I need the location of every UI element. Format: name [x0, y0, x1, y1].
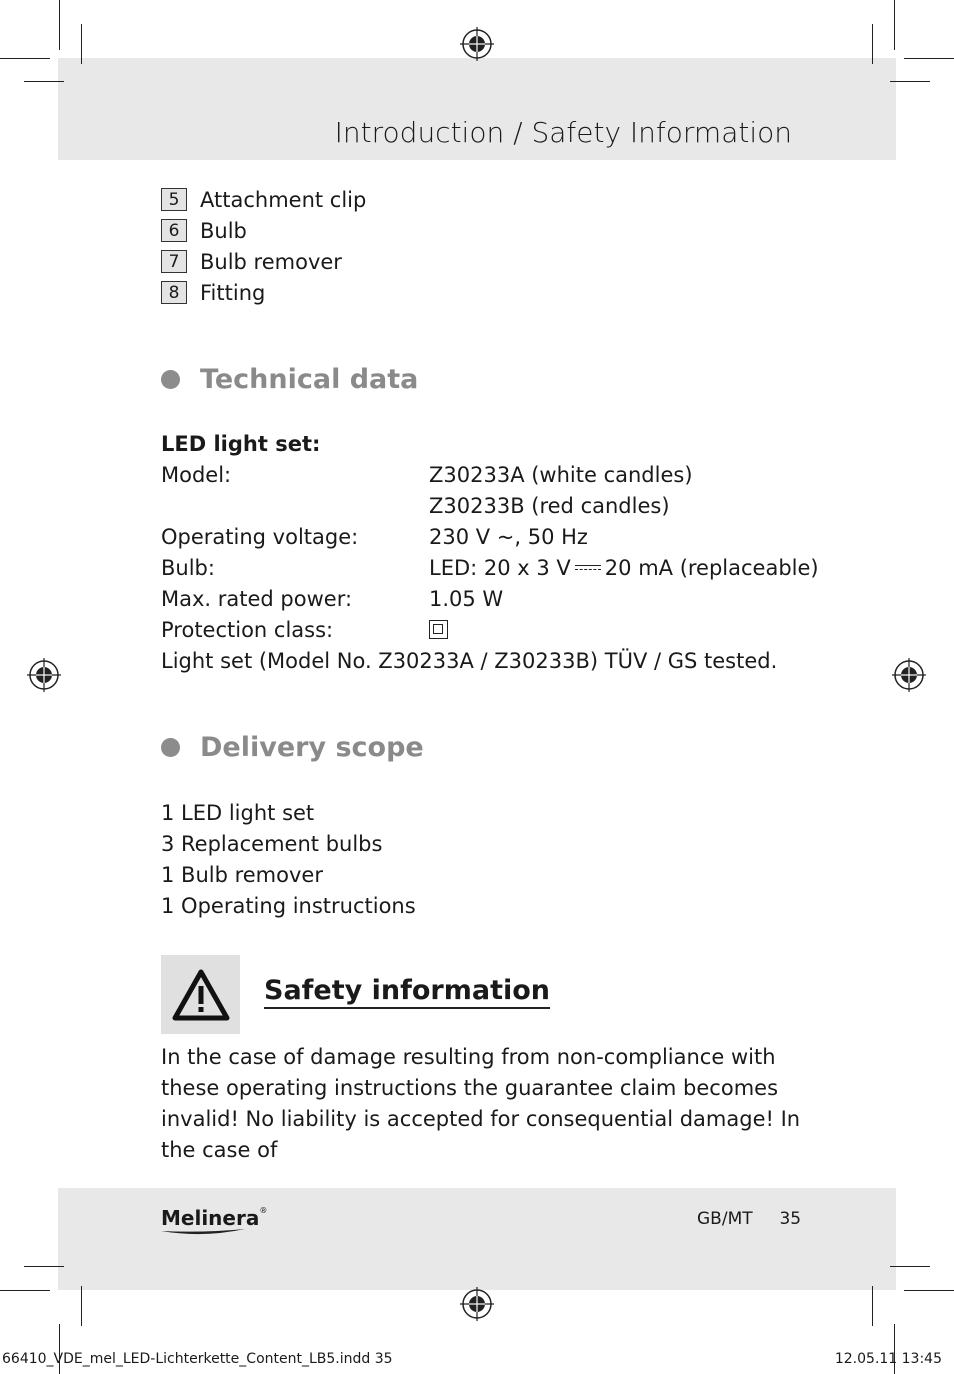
list-item — [161, 215, 366, 246]
registered-mark-icon: ® — [259, 1206, 268, 1215]
part-label: Bulb — [200, 218, 247, 243]
spec-value: 1.05 W — [429, 586, 504, 611]
spec-value: LED: 20 x 3 V — [429, 555, 571, 580]
spec-row — [161, 490, 819, 521]
crop-mark — [904, 1290, 954, 1291]
bullet-icon — [161, 738, 180, 757]
crop-mark — [0, 58, 50, 59]
crop-mark — [890, 1266, 930, 1267]
brand-name: Melinera — [161, 1206, 260, 1230]
registration-mark-icon — [892, 658, 926, 692]
bullet-icon — [161, 370, 180, 389]
technical-data-heading — [161, 364, 418, 395]
spec-value: Z30233B (red candles) — [429, 493, 670, 518]
spec-label: Model: — [161, 462, 232, 487]
list-item: 1 Operating instructions — [161, 893, 416, 918]
technical-data-table — [161, 428, 819, 676]
page-number: 35 — [779, 1209, 802, 1229]
page-info — [697, 1209, 801, 1229]
crop-mark — [81, 24, 82, 64]
list-item: 1 LED light set — [161, 800, 315, 825]
spec-label: Protection class: — [161, 617, 334, 642]
spec-row — [161, 583, 819, 614]
crop-mark — [0, 1290, 50, 1291]
page-title: Introduction / Safety Information — [334, 116, 792, 149]
section-title: Technical data — [200, 364, 419, 395]
part-number: 8 — [161, 281, 187, 304]
file-slug: 66410_VDE_mel_LED-Lichterkette_Content_LB5.indd 35 — [2, 1351, 393, 1367]
spec-subheading: LED light set: — [161, 431, 321, 456]
spec-value: 20 mA (replaceable) — [604, 555, 819, 580]
part-label: Bulb remover — [200, 249, 342, 274]
crop-mark — [904, 58, 954, 59]
spec-value: Z30233A (white candles) — [429, 462, 693, 487]
crop-mark — [872, 1286, 873, 1326]
list-item — [161, 277, 366, 308]
part-number: 5 — [161, 188, 187, 211]
tested-note: Light set (Model No. Z30233A / Z30233B) TÜV / GS tested. — [161, 648, 778, 673]
spec-row — [161, 552, 819, 583]
list-item: 3 Replacement bulbs — [161, 831, 383, 856]
spec-row — [161, 459, 819, 490]
crop-mark — [59, 0, 60, 50]
protection-class-ii-icon — [429, 620, 448, 639]
part-number: 6 — [161, 219, 187, 242]
spec-value: 230 V ~, 50 Hz — [429, 524, 588, 549]
parts-list — [161, 184, 366, 308]
spec-label: Max. rated power: — [161, 586, 353, 611]
footer-band — [58, 1188, 896, 1290]
spec-label: Operating voltage: — [161, 524, 359, 549]
part-label: Fitting — [200, 280, 266, 305]
list-item — [161, 184, 366, 215]
registration-mark-icon — [460, 27, 494, 61]
section-title: Delivery scope — [200, 732, 424, 763]
crop-mark — [890, 81, 930, 82]
safety-paragraph: In the case of damage resulting from non-compliance with these operating instructions the guarantee claim becomes invalid! No liability is accepted for consequential damage! In the case of — [161, 1045, 801, 1162]
direct-current-icon — [575, 565, 601, 570]
warning-triangle-icon — [172, 969, 230, 1021]
crop-mark — [894, 0, 895, 50]
registration-mark-icon — [27, 658, 61, 692]
safety-information-heading: Safety information — [264, 975, 550, 1009]
crop-mark — [872, 24, 873, 64]
list-item — [161, 246, 366, 277]
part-number: 7 — [161, 250, 187, 273]
part-label: Attachment clip — [200, 187, 367, 212]
date-slug: 12.05.11 13:45 — [834, 1351, 942, 1367]
crop-mark — [24, 1266, 64, 1267]
warning-box — [161, 955, 240, 1034]
region-code: GB/MT — [697, 1209, 753, 1229]
delivery-list — [161, 797, 416, 921]
brand-logo — [161, 1206, 267, 1236]
registration-mark-icon — [460, 1287, 494, 1321]
delivery-scope-heading — [161, 732, 424, 763]
spec-label: Bulb: — [161, 555, 215, 580]
crop-mark — [81, 1286, 82, 1326]
spec-row — [161, 614, 819, 645]
spec-row — [161, 521, 819, 552]
crop-mark — [24, 81, 64, 82]
list-item: 1 Bulb remover — [161, 862, 323, 887]
